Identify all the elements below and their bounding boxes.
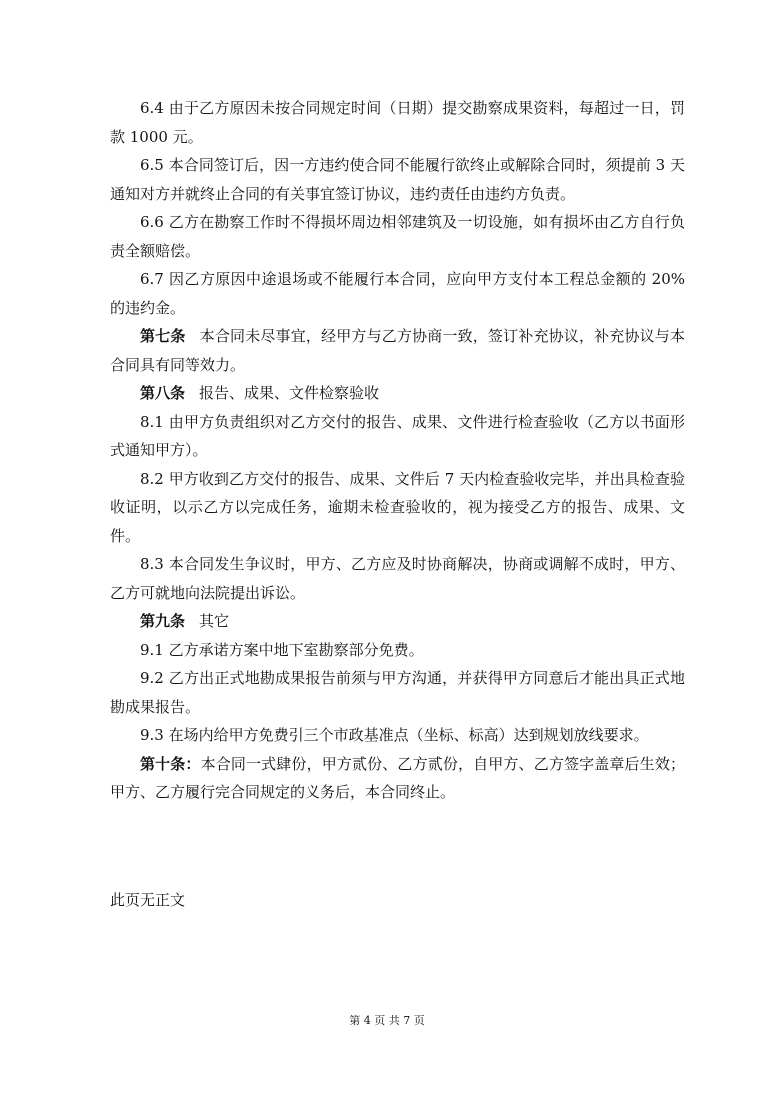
article-heading: 第八条 (140, 384, 186, 402)
clause-6-5 (110, 151, 685, 208)
article-7 (110, 322, 685, 379)
clause-text: 6.5 本合同签订后，因一方违约使合同不能履行欲终止或解除合同时，须提前 3 天通知对方并就终止合同的有关事宜签订协议，违约责任由违约方负责。 (110, 156, 685, 203)
article-text: 报告、成果、文件检察验收 (199, 384, 380, 402)
no-body-note: 此页无正文 (110, 891, 186, 909)
clause-text: 6.6 乙方在勘察工作时不得损坏周边相邻建筑及一切设施，如有损坏由乙方自行负责全额赔偿。 (110, 213, 685, 260)
article-heading: 第七条 (140, 327, 186, 345)
page-number-footer: 第 4 页 共 7 页 (349, 1014, 425, 1027)
article-text: 其它 (199, 612, 230, 630)
clause-9-2 (110, 664, 685, 721)
clause-8-3 (110, 550, 685, 607)
clause-text: 8.3 本合同发生争议时，甲方、乙方应及时协商解决，协商或调解不成时，甲方、乙方可就地向法院提出诉讼。 (110, 555, 685, 602)
article-heading: 第十条： (140, 754, 201, 773)
clause-6-7 (110, 265, 685, 322)
clause-text: 6.7 因乙方原因中途退场或不能履行本合同，应向甲方支付本工程总金额的 20%的违约金。 (110, 270, 685, 317)
article-10 (110, 750, 685, 807)
article-text: 本合同未尽事宜，经甲方与乙方协商一致，签订补充协议，补充协议与本合同具有同等效力。 (110, 327, 685, 374)
clause-text: 8.1 由甲方负责组织对乙方交付的报告、成果、文件进行检查验收（乙方以书面形式通知甲方）。 (110, 412, 685, 459)
clause-text: 9.3 在场内给甲方免费引三个市政基准点（坐标、标高）达到规划放线要求。 (140, 726, 649, 744)
clause-9-1 (110, 636, 685, 665)
clause-8-2 (110, 465, 685, 551)
clause-text: 9.1 乙方承诺方案中地下室勘察部分免费。 (140, 640, 424, 659)
clause-6-4 (110, 94, 685, 151)
article-9 (110, 607, 685, 636)
article-8 (110, 379, 685, 408)
clause-8-1 (110, 408, 685, 465)
article-heading: 第九条 (140, 612, 186, 630)
article-text: 本合同一式肆份，甲方贰份、乙方贰份，自甲方、乙方签字盖章后生效；甲方、乙方履行完合同规定的义务后，本合同终止。 (110, 754, 685, 801)
clause-9-3 (110, 721, 685, 750)
contract-body (110, 94, 685, 807)
clause-text: 9.2 乙方出正式地勘成果报告前须与甲方沟通，并获得甲方同意后才能出具正式地勘成果报告。 (110, 669, 685, 716)
clause-text: 8.2 甲方收到乙方交付的报告、成果、文件后 7 天内检查验收完毕，并出具检查验收证明，以示乙方以完成任务，逾期未检查验收的，视为接受乙方的报告、成果、文件。 (110, 469, 685, 545)
clause-text: 6.4 由于乙方原因未按合同规定时间（日期）提交勘察成果资料，每超过一日，罚款 1000 元。 (110, 99, 685, 146)
clause-6-6 (110, 208, 685, 265)
